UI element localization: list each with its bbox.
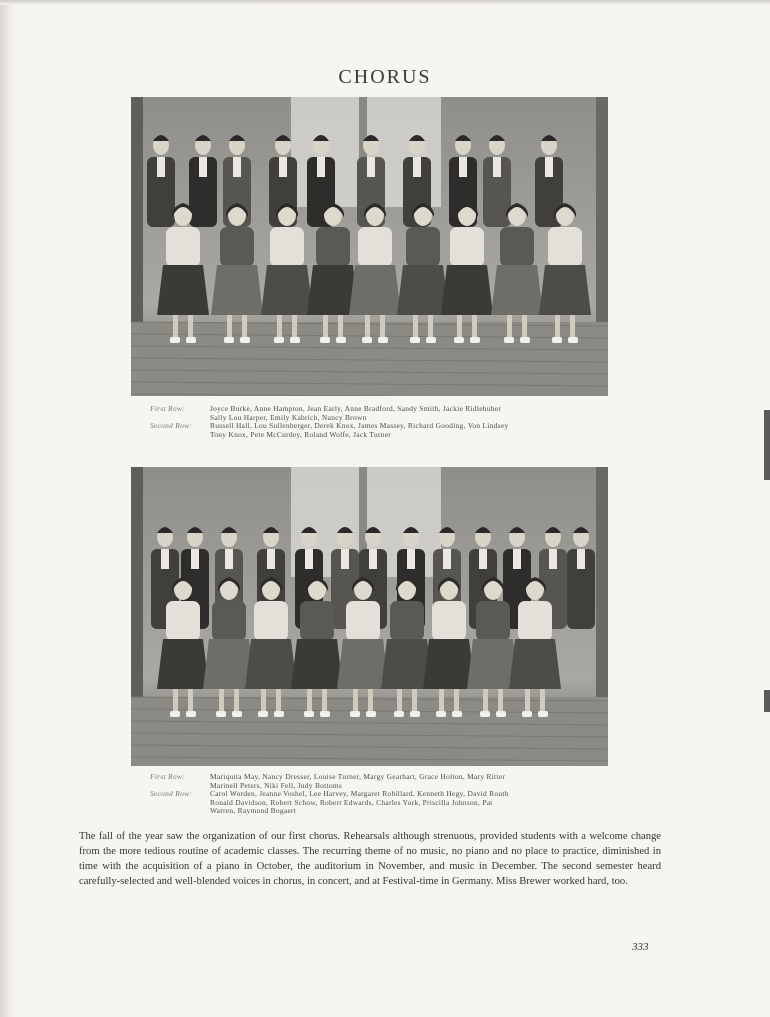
second-row-names-cont: Tony Knox, Pete McCurdey, Roland Wolfe, Jack Turner: [210, 429, 392, 439]
second-row-names: Carol Worden, Jeanne Voshel, Lee Harvey, Margaret Robillard, Kenneth Hegy, David Routh: [210, 789, 509, 799]
second-group-photo: [131, 467, 608, 766]
page-tab-mark: [764, 410, 770, 480]
second-row-label: Second Row:: [150, 421, 193, 431]
second-row-names: Russell Hall, Lou Sullenberger, Derek Knox, James Massey, Richard Gooding, Von Lindsey: [210, 421, 509, 431]
second-row-names-cont-2: Warren, Raymond Bogaert: [210, 806, 297, 816]
page-number: 333: [632, 941, 649, 953]
body-paragraph: The fall of the year saw the organization of our first chorus. Rehearsals although strenuous, provided students with a welcome change from the more tedious routine of academic classes. The recurring theme of no music, no piano and no place to practice, diminished in time with the acquisition of a piano in October, the auditorium in November, and music in December. The second semester heard carefully-selected and well-blended voices in chorus, in concert, and at Festival-time in Germany. Miss Brewer worked hard, too.: [79, 831, 661, 887]
page-tab-mark: [764, 690, 770, 712]
first-row-names: Joyce Burke, Anne Hampton, Jean Early, Anne Bradford, Sandy Smith, Jackie Ridlehuber: [210, 404, 502, 413]
first-photo-caption: [150, 405, 600, 439]
first-row-label: First Row:: [150, 404, 185, 413]
second-row-label: Second Row:: [150, 789, 193, 799]
first-row-names-cont: Marinell Peters, Niki Fell, Judy Bottoms: [210, 780, 343, 790]
page-title: CHORUS: [338, 66, 432, 88]
second-photo-caption: [150, 773, 600, 816]
page-edge-top: [0, 0, 770, 5]
second-row-names-cont: Ronald Davidson, Robert Schow, Robert Edwards, Charles York, Priscilla Johnson, Pat: [210, 797, 493, 807]
group-photo-image: [131, 467, 608, 766]
first-row-names: Mariquita May, Nancy Dresser, Louise Turner, Margy Gearhart, Grace Holton, Mary Ritter: [210, 772, 506, 781]
first-row-label: First Row:: [150, 772, 185, 781]
group-photo-image: [131, 97, 608, 396]
first-group-photo: [131, 97, 608, 396]
page-edge: [0, 0, 16, 1017]
first-row-names-cont: Sally Lou Harper, Emily Kabrich, Nancy Brown: [210, 412, 367, 422]
